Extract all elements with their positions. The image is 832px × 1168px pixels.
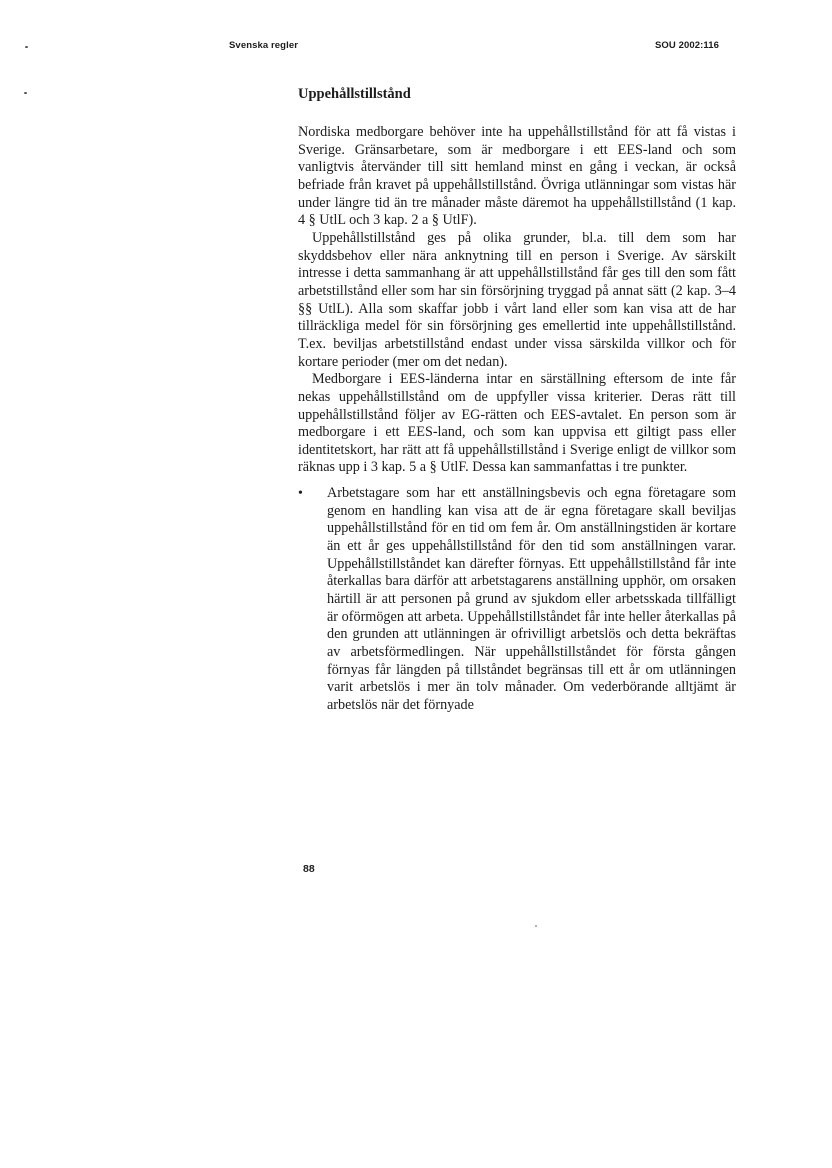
page-number: 88 <box>303 863 315 875</box>
scan-speck <box>24 92 27 94</box>
paragraph: Nordiska medborgare behöver inte ha uppehållstillstånd för att få vistas i Sverige. Gränsarbetare, som är medborgare i ett EES-land och som vanligtvis återvänder till sitt hemland minst en gång i veckan, är också befriade från kravet på uppehållstillstånd. Övriga utlänningar som vistas här under längre tid än tre månader måste däremot ha uppehållstillstånd (1 kap. 4 § UtlL och 3 kap. 2 a § UtlF). <box>298 124 736 229</box>
bullet-icon: • <box>298 486 303 502</box>
running-head-left: Svenska regler <box>229 40 298 51</box>
section-title: Uppehållstillstånd <box>298 86 411 102</box>
paragraph: Medborgare i EES-länderna intar en särställning eftersom de inte får nekas uppehållstillstånd om de uppfyller vissa kriterier. Deras rätt till uppehållstillstånd följer av EG-rätten och EES-avtalet. En person som är medborgare i ett EES-land, och som kan uppvisa ett giltigt pass eller identitetskort, har rätt att få uppehållstillstånd i Sverige enligt de villkor som räknas upp i 3 kap. 5 a § UtlF. Dessa kan sammanfattas i tre punkter. <box>298 371 736 476</box>
bullet-text: Arbetstagare som har ett anställningsbevis och egna företagare som genom en handling kan visa att de är egna företagare skall beviljas uppehållstillstånd för en tid om fem år. Om anställningstiden är kortare än ett år ges uppehållstillstånd för den tid som anställningen varar. Uppehållstillståndet kan därefter förnyas. Ett uppehållstillstånd får inte återkallas bara därför att arbetstagarens anställning upphör, om orsaken härtill är att personen på grund av sjukdom eller arbetsskada tillfälligt är oförmögen att arbeta. Uppehållstillståndet får inte heller återkallas på den grunden att utlänningen är ofrivilligt arbetslös och detta bekräftas av arbetsförmedlingen. När uppehållstillståndet för första gången förnyas får längden på tillståndet begränsas till ett år om utlänningen varit arbetslös i mer än tolv månader. Om vederbörande alltjämt är arbetslös när det förnyade <box>327 485 736 713</box>
bullet-list <box>298 485 736 715</box>
paragraph: Uppehållstillstånd ges på olika grunder, bl.a. till dem som har skyddsbehov eller nära anknytning till en person i Sverige. Av särskilt intresse i detta sammanhang är att uppehållstillstånd får ges till den som fått arbetstillstånd eller som har sin försörjning tryggad på annat sätt (2 kap. 3–4 §§ UtlL). Alla som skaffar jobb i vårt land eller som kan visa att de har tillräckliga medel för sin försörjning ges emellertid inte uppehållstillstånd. T.ex. beviljas arbetstillstånd endast under vissa särskilda villkor och för kortare perioder (mer om det nedan). <box>298 229 736 370</box>
running-head-right: SOU 2002:116 <box>655 40 720 51</box>
body-text <box>298 124 736 715</box>
scan-speck <box>535 925 537 927</box>
scan-speck <box>25 46 28 48</box>
list-item <box>298 485 736 715</box>
